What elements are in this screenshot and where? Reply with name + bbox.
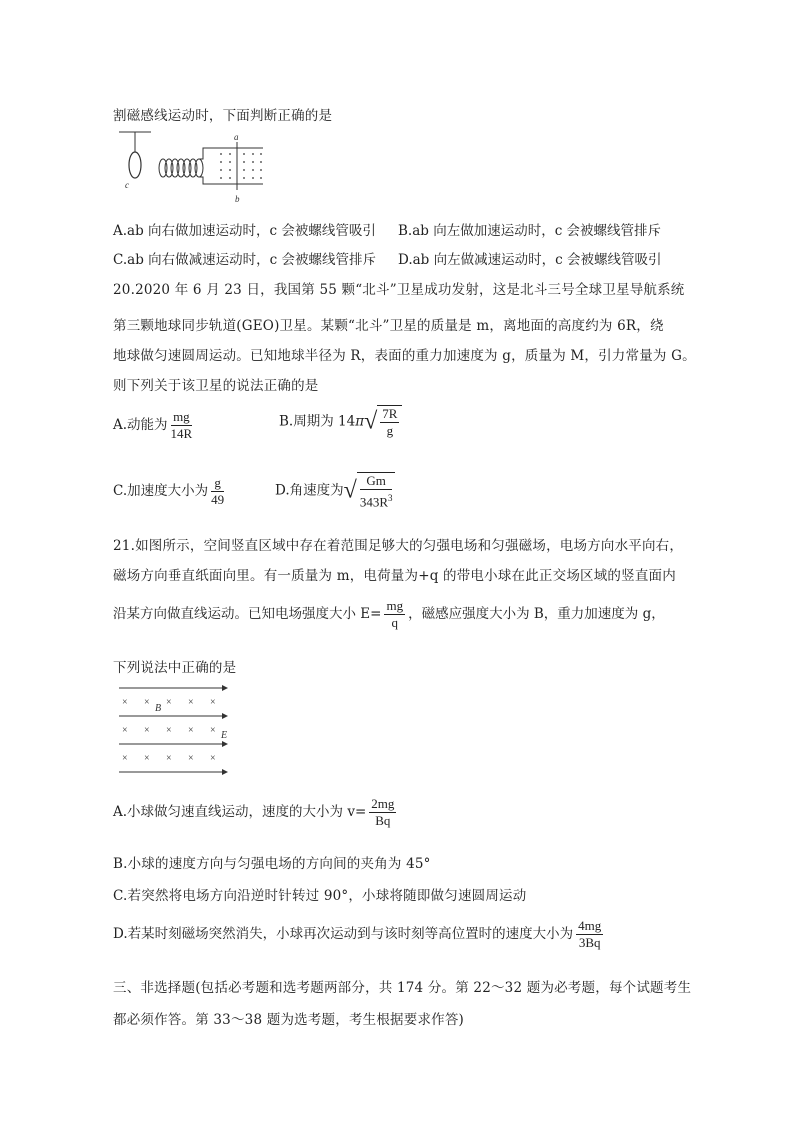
svg-text:×: × bbox=[122, 753, 128, 764]
svg-text:×: × bbox=[166, 725, 172, 736]
svg-text:×: × bbox=[188, 697, 194, 708]
q21-option-d: D.若某时刻磁场突然消失，小球再次运动到与该时刻等高位置时的速度大小为 $\frac{4mg}{3Bq}$ bbox=[113, 918, 602, 950]
q20-line-2: 第三颗地球同步轨道(GEO)卫星。某颗“北斗”卫星的质量是 m，离地面的高度约为 6R，绕 bbox=[113, 318, 664, 334]
label-c: c bbox=[125, 180, 129, 190]
q21-line-1: 21.如图所示，空间竖直区域中存在着范围足够大的匀强电场和匀强磁场，电场方向水平向右， bbox=[113, 538, 684, 554]
svg-text:×: × bbox=[122, 725, 128, 736]
q19-option-c: C.ab 向右做减速运动时，c 会被螺线管排斥 bbox=[113, 252, 376, 268]
svg-text:×: × bbox=[188, 753, 194, 764]
q20-option-a: A.动能为 $\frac{mg}{14R}$ bbox=[113, 409, 193, 441]
q20-option-d: D.角速度为√ $\frac{Gm}{343R^3}$ bbox=[275, 472, 395, 510]
q19-option-b: B.ab 向左做加速运动时，c 会被螺线管排斥 bbox=[398, 223, 662, 239]
q20-option-b: B.周期为 14π√ $\frac{7R}{g}$ bbox=[279, 405, 402, 439]
solenoid-rail-figure bbox=[113, 128, 273, 208]
section-3-line-2: 都必须作答。第 33～38 题为选考题，考生根据要求作答) bbox=[113, 1012, 465, 1028]
question-19-stem: 割磁感线运动时，下面判断正确的是 bbox=[113, 108, 333, 124]
q20-line-4: 则下列关于该卫星的说法正确的是 bbox=[113, 378, 319, 394]
svg-text:×: × bbox=[122, 697, 128, 708]
label-B: B bbox=[155, 703, 162, 714]
q21-option-c: C.若突然将电场方向沿逆时针转过 90°，小球将随即做匀速圆周运动 bbox=[113, 888, 527, 904]
svg-text:×: × bbox=[144, 753, 150, 764]
magnetic-field-crosses bbox=[122, 697, 216, 764]
q19-option-a: A.ab 向右做加速运动时，c 会被螺线管吸引 bbox=[113, 223, 376, 239]
label-a: a bbox=[234, 132, 239, 142]
section-3-line-1: 三、非选择题(包括必考题和选考题两部分，共 174 分。第 22～32 题为必考题，每个试题考生 bbox=[113, 980, 692, 996]
q20-line-1: 20.2020 年 6 月 23 日，我国第 55 颗“北斗”卫星成功发射，这是北斗三号全球卫星导航系统 bbox=[113, 282, 685, 298]
q21-line-4: 下列说法中正确的是 bbox=[113, 660, 237, 676]
q20-option-c: C.加速度大小为 $\frac{g}{49}$ bbox=[113, 475, 225, 507]
svg-text:×: × bbox=[210, 697, 216, 708]
svg-text:×: × bbox=[144, 697, 150, 708]
svg-text:×: × bbox=[210, 725, 216, 736]
label-b: b bbox=[235, 194, 240, 204]
q21-line-3: 沿某方向做直线运动。已知电场强度大小 E= $\frac{mg}{q}$ ，磁感应强度大小为 B，重力加速度为 g， bbox=[113, 598, 665, 630]
svg-text:×: × bbox=[166, 753, 172, 764]
q21-line-2: 磁场方向垂直纸面向里。有一质量为 m，电荷量为+q 的带电小球在此正交场区域的竖直面内 bbox=[113, 568, 676, 584]
q19-option-d: D.ab 向左做减速运动时，c 会被螺线管吸引 bbox=[398, 252, 662, 268]
magnetic-field-dots bbox=[220, 153, 262, 179]
ring-c bbox=[129, 152, 141, 178]
label-E: E bbox=[221, 730, 228, 741]
q20-line-3: 地球做匀速圆周运动。已知地球半径为 R，表面的重力加速度为 g，质量为 M，引力常量为 G。 bbox=[113, 348, 696, 364]
solenoid bbox=[159, 159, 203, 177]
q21-option-a: A.小球做匀速直线运动，速度的大小为 v= $\frac{2mg}{Bq}$ bbox=[113, 796, 395, 828]
svg-text:×: × bbox=[210, 753, 216, 764]
svg-text:×: × bbox=[144, 725, 150, 736]
svg-text:×: × bbox=[188, 725, 194, 736]
crossed-field-figure bbox=[113, 680, 243, 780]
svg-text:×: × bbox=[166, 697, 172, 708]
q21-option-b: B.小球的速度方向与匀强电场的方向间的夹角为 45° bbox=[113, 856, 431, 872]
